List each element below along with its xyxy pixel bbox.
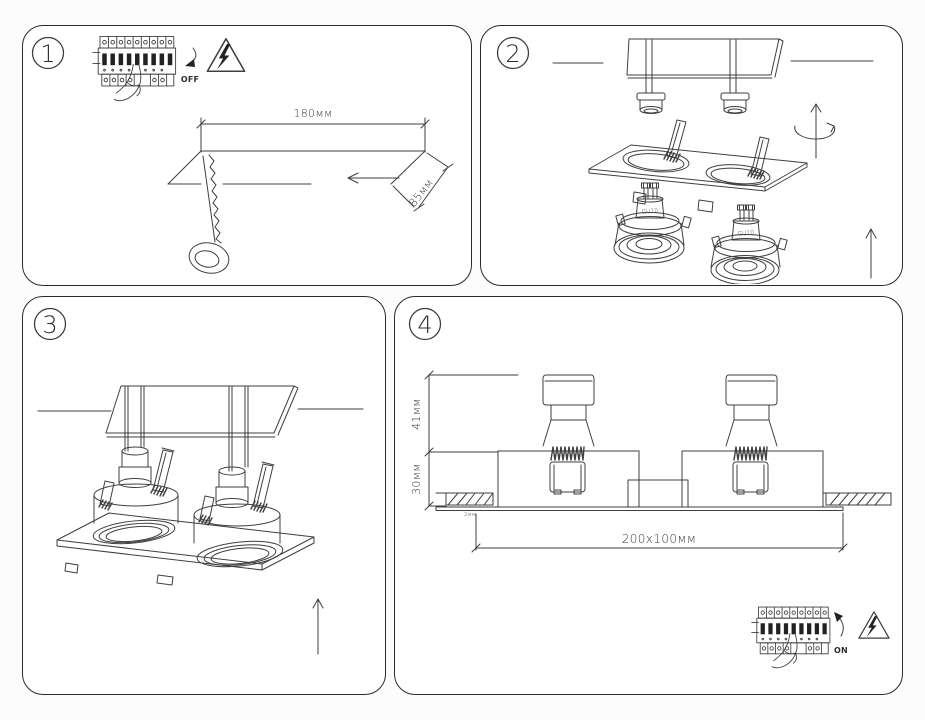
spring-clip-drawing xyxy=(664,120,686,162)
step-number: 1 xyxy=(40,40,56,68)
step-number: 2 xyxy=(505,40,521,68)
ceiling-section-hatch xyxy=(436,493,493,505)
dimension-cutout-size xyxy=(472,513,847,552)
bulb-type-label: GU10 xyxy=(641,207,659,216)
step-number: 3 xyxy=(42,311,58,339)
step-number-badge xyxy=(33,38,64,69)
mounting-frame-drawing xyxy=(57,513,314,585)
cutout-depth-value: 85мм xyxy=(406,176,437,210)
keyhole-saw-drawing xyxy=(186,155,231,277)
off-label: OFF xyxy=(180,75,200,84)
ceiling-opening-drawing xyxy=(38,386,363,437)
trim-plate-drawing xyxy=(436,507,843,511)
cutout-size-value: 200x100мм xyxy=(621,532,697,546)
socket-spring-drawing xyxy=(550,447,585,494)
cutout-width-value: 180мм xyxy=(293,107,333,120)
ceiling-opening-drawing xyxy=(553,39,873,78)
step-number-badge xyxy=(410,309,441,340)
spotlight-body-drawing xyxy=(94,447,178,523)
cross-section-drawing xyxy=(436,375,891,518)
spotlight-body-drawing xyxy=(194,462,280,543)
lamp-socket-cables-drawing xyxy=(637,40,749,114)
step-number: 4 xyxy=(417,311,433,339)
dimension-height-above-ceiling xyxy=(410,371,518,456)
gu10-bulb-drawing xyxy=(711,205,787,284)
off-switch-arrow-icon xyxy=(185,48,196,67)
up-arrow-icon xyxy=(313,599,323,654)
dimension-cutout-width xyxy=(197,107,429,152)
step-number-badge xyxy=(35,309,66,340)
socket-spring-drawing xyxy=(733,447,768,494)
step-4-panel xyxy=(394,296,903,695)
insert-direction-arrow-icon xyxy=(348,173,399,183)
mounting-frame-drawing xyxy=(589,120,807,212)
frame-tabs xyxy=(65,563,173,585)
on-switch-arrow-icon xyxy=(834,612,843,636)
fixture-stems-drawing xyxy=(125,386,248,471)
spring-clip-drawing xyxy=(99,481,114,510)
height-below-value: 30мм xyxy=(410,463,423,495)
bulb-type-label: GU10 xyxy=(737,229,755,238)
step-3-panel xyxy=(22,296,386,695)
ceiling-section-hatch xyxy=(823,493,891,505)
dimension-height-below-ceiling xyxy=(410,452,446,510)
step-1-panel xyxy=(22,25,472,286)
up-arrow-icon xyxy=(866,229,876,278)
step-2-panel xyxy=(480,25,903,286)
step-number-badge xyxy=(498,38,529,69)
height-above-value: 41мм xyxy=(410,398,423,430)
flange-thickness-value: 2мм xyxy=(464,512,476,518)
dimension-cutout-depth xyxy=(393,153,453,211)
on-label: ON xyxy=(834,646,848,655)
gu10-bulb-drawing xyxy=(614,183,691,263)
rotate-arrow-icon xyxy=(795,104,835,158)
